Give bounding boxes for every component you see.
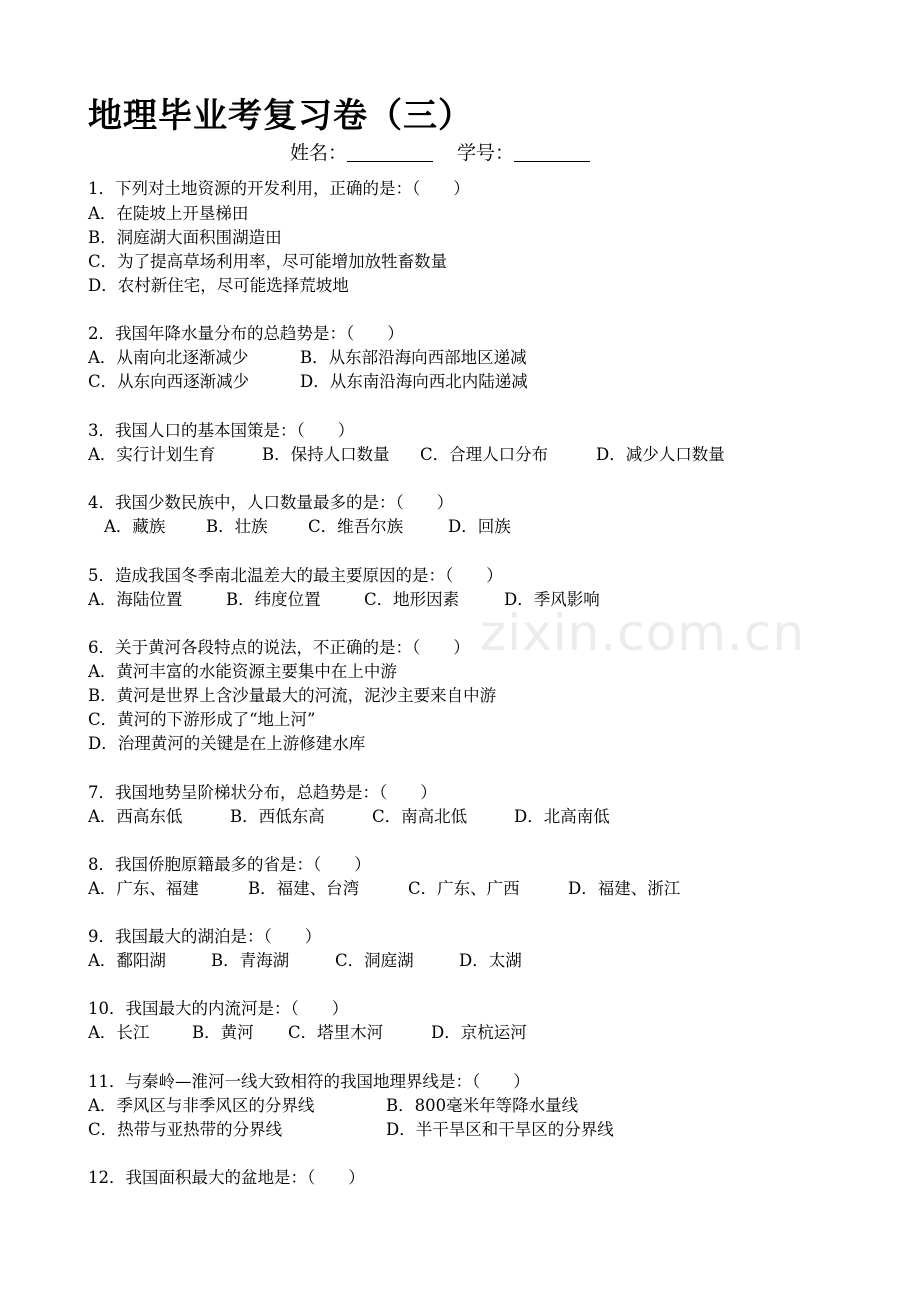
option-row bbox=[88, 1095, 578, 1117]
option: C．黄河的下游形成了“地上河” bbox=[88, 710, 316, 729]
option: B．西低东高 bbox=[230, 807, 325, 826]
option-row bbox=[88, 1022, 527, 1044]
name-blank[interactable] bbox=[347, 141, 433, 162]
option: C．为了提高草场利用率，尽可能增加放牲畜数量 bbox=[88, 252, 448, 271]
question-stem: 6．关于黄河各段特点的说法，不正确的是：（ ） bbox=[88, 638, 470, 657]
page-title: 地理毕业考复习卷（三） bbox=[88, 96, 473, 136]
option: A．西高东低 bbox=[88, 807, 183, 826]
option: C．地形因素 bbox=[364, 590, 460, 609]
student-number-blank[interactable] bbox=[514, 141, 590, 162]
option: A．从南向北逐渐减少 bbox=[88, 348, 249, 367]
option: B．纬度位置 bbox=[226, 590, 321, 609]
option: D．半干旱区和干旱区的分界线 bbox=[386, 1120, 614, 1139]
name-label: 姓名： bbox=[290, 142, 348, 164]
option-row bbox=[88, 806, 610, 828]
student-info-line bbox=[290, 138, 590, 165]
question-stem: 1．下列对土地资源的开发利用，正确的是：（ ） bbox=[88, 179, 470, 198]
option-row bbox=[88, 444, 725, 466]
option-row bbox=[88, 950, 522, 972]
option: C．热带与亚热带的分界线 bbox=[88, 1120, 283, 1139]
option: B．壮族 bbox=[206, 517, 268, 536]
option: A．黄河丰富的水能资源主要集中在上中游 bbox=[88, 662, 397, 681]
option: D．福建、浙江 bbox=[568, 879, 681, 898]
option: A．长江 bbox=[88, 1023, 150, 1042]
option: B．青海湖 bbox=[211, 951, 290, 970]
option: C．南高北低 bbox=[372, 807, 468, 826]
question-stem: 5．造成我国冬季南北温差大的最主要原因的是：（ ） bbox=[88, 566, 503, 585]
option-row bbox=[88, 878, 680, 900]
option: B．黄河 bbox=[192, 1023, 254, 1042]
option: D．回族 bbox=[448, 517, 511, 536]
option: B．从东部沿海向西部地区递减 bbox=[300, 348, 527, 367]
option: A．海陆位置 bbox=[88, 590, 183, 609]
option: A．鄱阳湖 bbox=[88, 951, 166, 970]
option: D．季风影响 bbox=[504, 590, 600, 609]
option: B．福建、台湾 bbox=[248, 879, 360, 898]
option: D．京杭运河 bbox=[431, 1023, 527, 1042]
option: C．广东、广西 bbox=[408, 879, 520, 898]
option: B．800毫米年等降水量线 bbox=[386, 1096, 579, 1115]
option: A．在陡坡上开垦梯田 bbox=[88, 204, 249, 223]
option: D．从东南沿海向西北内陆递减 bbox=[300, 372, 528, 391]
option: B．保持人口数量 bbox=[262, 445, 390, 464]
option: C．塔里木河 bbox=[288, 1023, 384, 1042]
question-stem: 9．我国最大的湖泊是：（ ） bbox=[88, 927, 322, 946]
option-row bbox=[88, 347, 527, 369]
question-stem: 10．我国最大的内流河是：（ ） bbox=[88, 999, 349, 1018]
question-stem: 2．我国年降水量分布的总趋势是：（ ） bbox=[88, 324, 404, 343]
student-number-label: 学号： bbox=[457, 142, 515, 164]
question-stem: 4．我国少数民族中，人口数量最多的是：（ ） bbox=[88, 493, 454, 512]
option: C．洞庭湖 bbox=[335, 951, 414, 970]
watermark: zixin.com.cn bbox=[480, 604, 806, 662]
question-stem: 12．我国面积最大的盆地是：（ ） bbox=[88, 1168, 365, 1187]
option: D．太湖 bbox=[459, 951, 522, 970]
option-row bbox=[104, 516, 511, 538]
option: B．洞庭湖大面积围湖造田 bbox=[88, 228, 282, 247]
option: D．北高南低 bbox=[514, 807, 610, 826]
option: D．减少人口数量 bbox=[596, 445, 725, 464]
option: A．藏族 bbox=[104, 517, 166, 536]
option: D．农村新住宅，尽可能选择荒坡地 bbox=[88, 276, 349, 295]
option: A．广东、福建 bbox=[88, 879, 199, 898]
question-stem: 7．我国地势呈阶梯状分布，总趋势是：（ ） bbox=[88, 783, 437, 802]
option: A．实行计划生育 bbox=[88, 445, 216, 464]
option: A．季风区与非季风区的分界线 bbox=[88, 1096, 315, 1115]
option: C．合理人口分布 bbox=[420, 445, 549, 464]
option: B．黄河是世界上含沙量最大的河流，泥沙主要来自中游 bbox=[88, 686, 497, 705]
question-stem: 11．与秦岭—淮河一线大致相符的我国地理界线是：（ ） bbox=[88, 1072, 530, 1091]
question-stem: 3．我国人口的基本国策是：（ ） bbox=[88, 421, 355, 440]
option: C．从东向西逐渐减少 bbox=[88, 372, 250, 391]
question-stem: 8．我国侨胞原籍最多的省是：（ ） bbox=[88, 855, 371, 874]
option-row bbox=[88, 1119, 614, 1141]
option: D．治理黄河的关键是在上游修建水库 bbox=[88, 734, 366, 753]
option-row bbox=[88, 371, 528, 393]
option: C．维吾尔族 bbox=[308, 517, 404, 536]
